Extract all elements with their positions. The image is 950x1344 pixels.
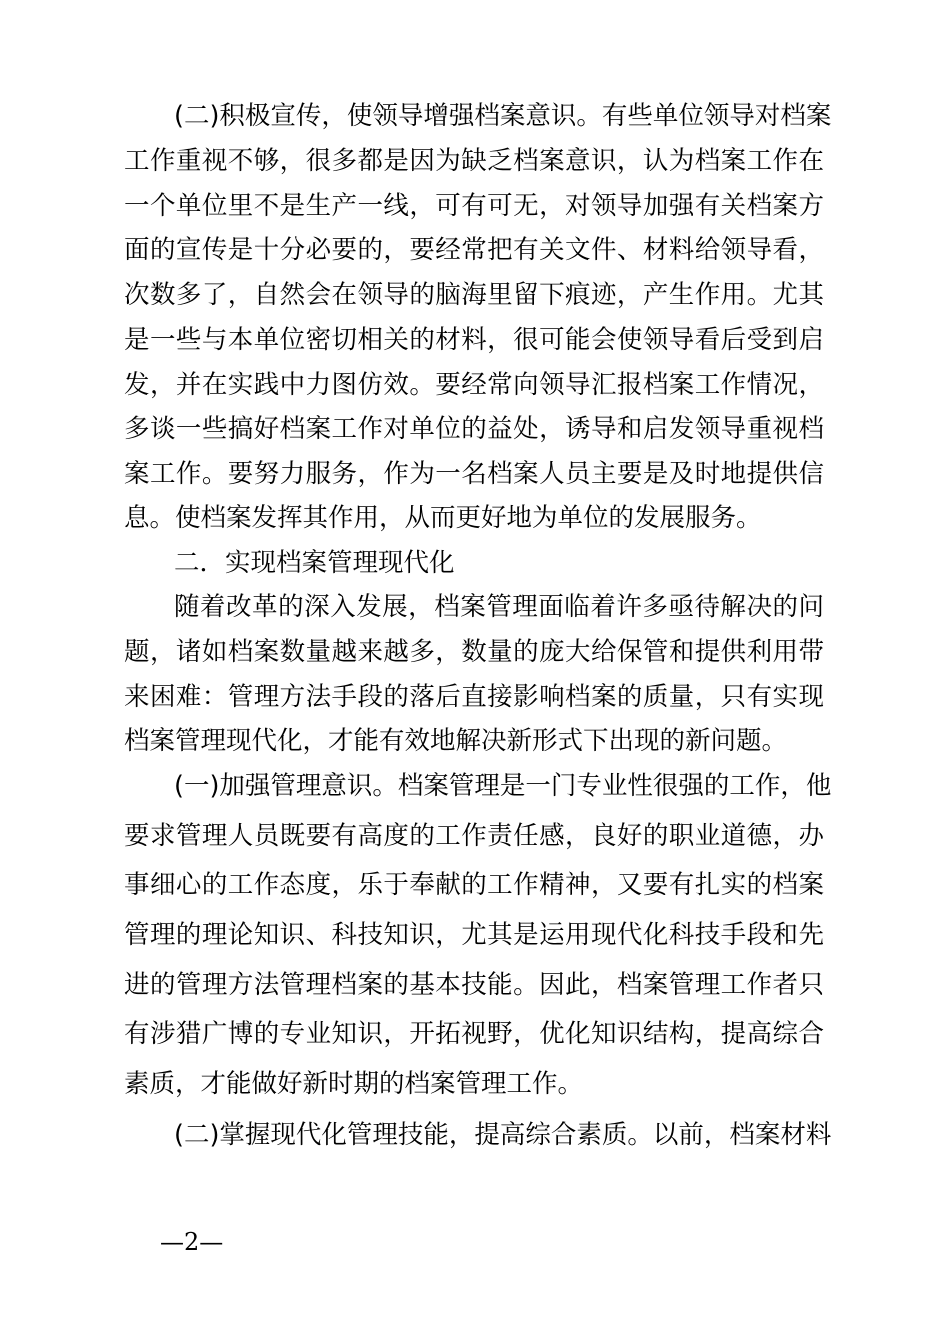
text-line: (二)积极宣传，使领导增强档案意识。有些单位领导对档案: [174, 101, 832, 131]
text-line: 次数多了，自然会在领导的脑海里留下痕迹，产生作用。尤其: [124, 280, 824, 310]
text-line: 一个单位里不是生产一线，可有可无，对领导加强有关档案方: [124, 191, 824, 221]
text-line: 进的管理方法管理档案的基本技能。因此，档案管理工作者只: [124, 970, 824, 1000]
text-line: 来困难：管理方法手段的落后直接影响档案的质量，只有实现: [124, 682, 824, 712]
text-line: 题，诸如档案数量越来越多，数量的庞大给保管和提供利用带: [124, 637, 824, 667]
text-line: (一)加强管理意识。档案管理是一门专业性很强的工作，他: [174, 771, 832, 801]
text-line: 多谈一些搞好档案工作对单位的益处，诱导和启发领导重视档: [124, 414, 824, 444]
text-line: 素质，才能做好新时期的档案管理工作。: [124, 1069, 584, 1099]
text-line: (二)掌握现代化管理技能，提高综合素质。以前，档案材料: [174, 1120, 832, 1150]
text-line: 案工作。要努力服务，作为一名档案人员主要是及时地提供信: [124, 459, 824, 489]
text-line: 面的宣传是十分必要的，要经常把有关文件、材料给领导看，: [124, 235, 824, 265]
text-line: 事细心的工作态度，乐于奉献的工作精神，又要有扎实的档案: [124, 870, 824, 900]
text-line: 是一些与本单位密切相关的材料，很可能会使领导看后受到启: [124, 325, 824, 355]
text-line: 发，并在实践中力图仿效。要经常向领导汇报档案工作情况，: [124, 370, 824, 400]
text-line: 要求管理人员既要有高度的工作责任感，良好的职业道德，办: [124, 821, 824, 851]
section-heading: 二．实现档案管理现代化: [174, 548, 455, 578]
text-line: 息。使档案发挥其作用，从而更好地为单位的发展服务。: [124, 503, 762, 533]
text-line: 有涉猎广博的专业知识，开拓视野，优化知识结构，提高综合: [124, 1019, 824, 1049]
text-line: 管理的理论知识、科技知识，尤其是运用现代化科技手段和先: [124, 920, 824, 950]
page-number: —2—: [160, 1228, 224, 1256]
text-line: 随着改革的深入发展，档案管理面临着许多亟待解决的问: [174, 592, 824, 622]
text-line: 工作重视不够，很多都是因为缺乏档案意识，认为档案工作在: [124, 146, 824, 176]
text-line: 档案管理现代化，才能有效地解决新形式下出现的新问题。: [124, 726, 788, 756]
